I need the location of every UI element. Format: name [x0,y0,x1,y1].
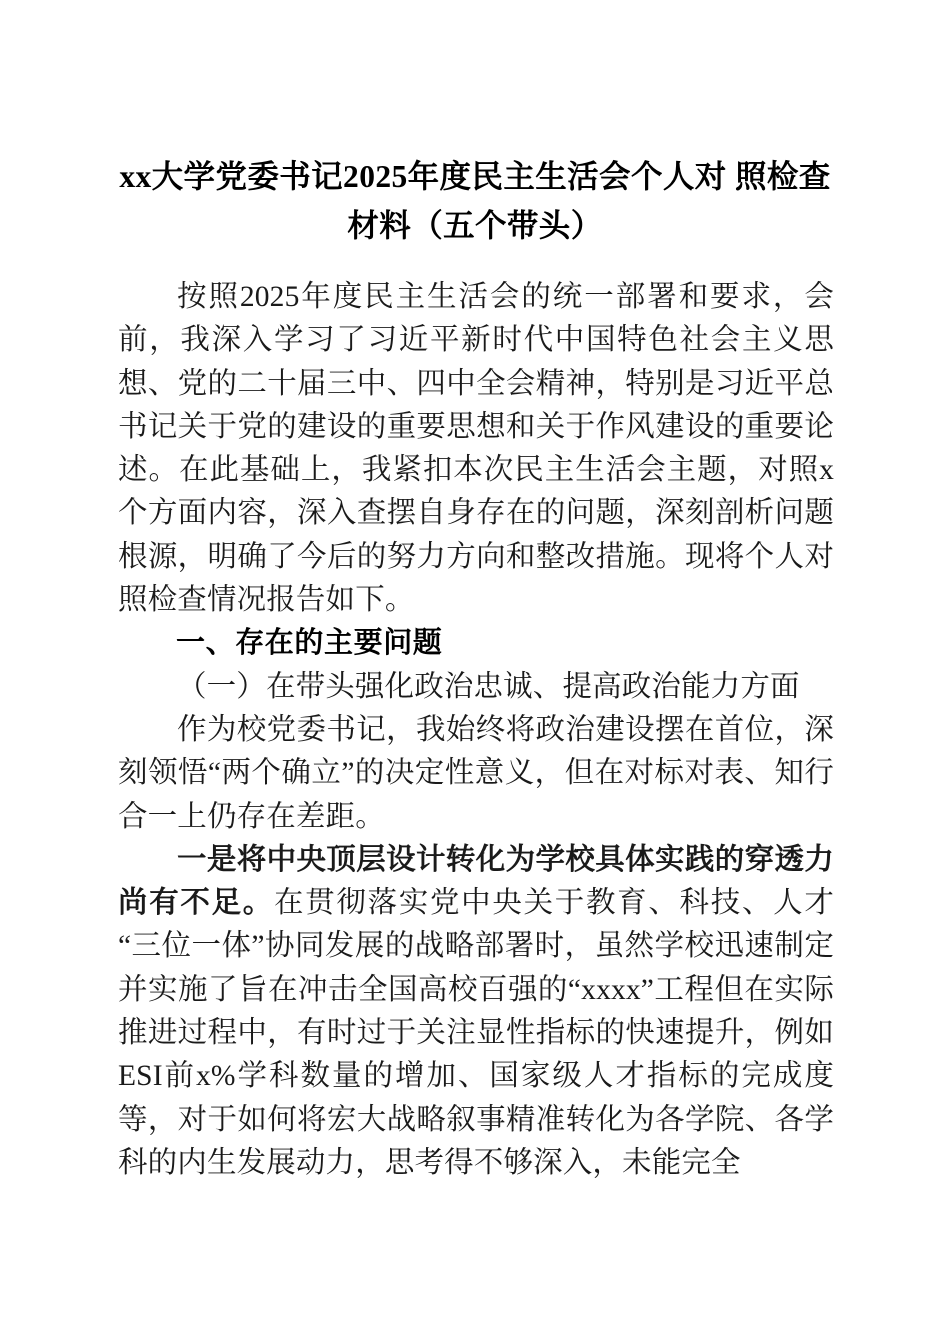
heading-subsection-one: （一）在带头强化政治忠诚、提高政治能力方面 [177,670,800,703]
paragraph-point-one-rest: 在贯彻落实党中央关于教育、科技、人才“三位一体”协同发展的战略部署时，虽然学校迅速制定并实施了旨在冲击全国高校百强的“xxxx”工程但在实际推进过程中，有时过于关注显性指标的快速提升，例如ESI前x%学科数量的增加、国家级人才指标的完成度等，对于如何将宏大战略叙事精准转化为各学院、各学科的内生发展动力，思考得不够深入，未能完全 [118,887,834,1179]
heading-section-one: 一、存在的主要问题 [176,627,443,660]
document-title-line-1: xx大学党委书记2025年度民主生活会个人对 [119,159,727,195]
document-title [118,152,832,250]
paragraph-political-loyalty: 作为校党委书记，我始终将政治建设摆在首位，深刻领悟“两个确立”的决定性意义，但在对标对表、知行合一上仍存在差距。 [118,713,834,833]
document-title-line-2: 照检查材料（五个带头） [347,159,831,244]
paragraph-point-one [118,839,834,1185]
paragraph-point-one-lead: 一是将中央顶层设计转化为学校具体实践的穿透力尚有不足。 [118,843,834,920]
opening-paragraph: 按照2025年度民主生活会的统一部署和要求，会前，我深入学习了习近平新时代中国特色社会主义思想、党的二十届三中、四中全会精神，特别是习近平总书记关于党的建设的重要思想和关于作风建设的重要论述。在此基础上，我紧扣本次民主生活会主题，对照x个方面内容，深入查摆自身存在的问题，深刻剖析问题根源，明确了今后的努力方向和整改措施。现将个人对照检查情况报告如下。 [118,281,834,617]
document-body [118,276,834,1185]
